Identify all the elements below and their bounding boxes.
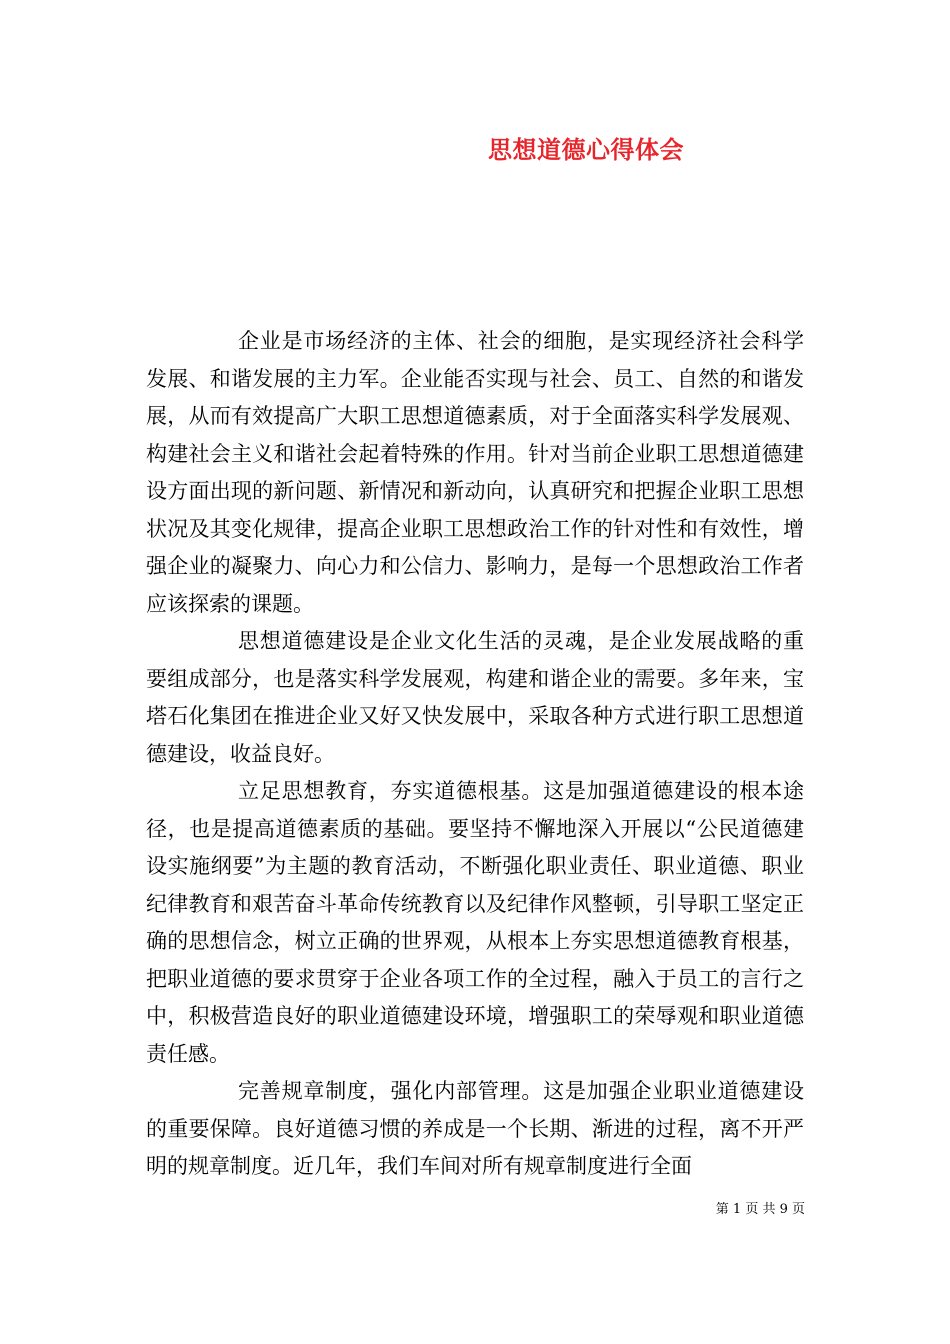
document-body [146, 323, 804, 1186]
page-number-footer: 第 1 页 共 9 页 [715, 1202, 805, 1217]
paragraph-2: 思想道德建设是企业文化生活的灵魂，是企业发展战略的重要组成部分，也是落实科学发展观，构建和谐企业的需要。多年来，宝塔石化集团在推进企业又好又快发展中，采取各种方式进行职工思想道德建设，收益良好。 [146, 629, 804, 766]
document-title: 思想道德心得体会 [488, 136, 684, 164]
paragraph-4: 完善规章制度，强化内部管理。这是加强企业职业道德建设的重要保障。良好道德习惯的养成是一个长期、渐进的过程，离不开严明的规章制度。近几年，我们车间对所有规章制度进行全面 [146, 1079, 804, 1178]
paragraph-1: 企业是市场经济的主体、社会的细胞，是实现经济社会科学发展、和谐发展的主力军。企业能否实现与社会、员工、自然的和谐发展，从而有效提高广大职工思想道德素质，对于全面落实科学发展观、构建社会主义和谐社会起着特殊的作用。针对当前企业职工思想道德建设方面出现的新问题、新情况和新动向，认真研究和把握企业职工思想状况及其变化规律，提高企业职工思想政治工作的针对性和有效性，增强企业的凝聚力、向心力和公信力、影响力，是每一个思想政治工作者应该探索的课题。 [146, 329, 804, 616]
paragraph-3: 立足思想教育，夯实道德根基。这是加强道德建设的根本途径，也是提高道德素质的基础。要坚持不懈地深入开展以“公民道德建设实施纲要”为主题的教育活动，不断强化职业责任、职业道德、职业纪律教育和艰苦奋斗革命传统教育以及纪律作风整顿，引导职工坚定正确的思想信念，树立正确的世界观，从根本上夯实思想道德教育根基，把职业道德的要求贯穿于企业各项工作的全过程，融入于员工的言行之中，积极营造良好的职业道德建设环境，增强职工的荣辱观和职业道德责任感。 [146, 779, 804, 1066]
